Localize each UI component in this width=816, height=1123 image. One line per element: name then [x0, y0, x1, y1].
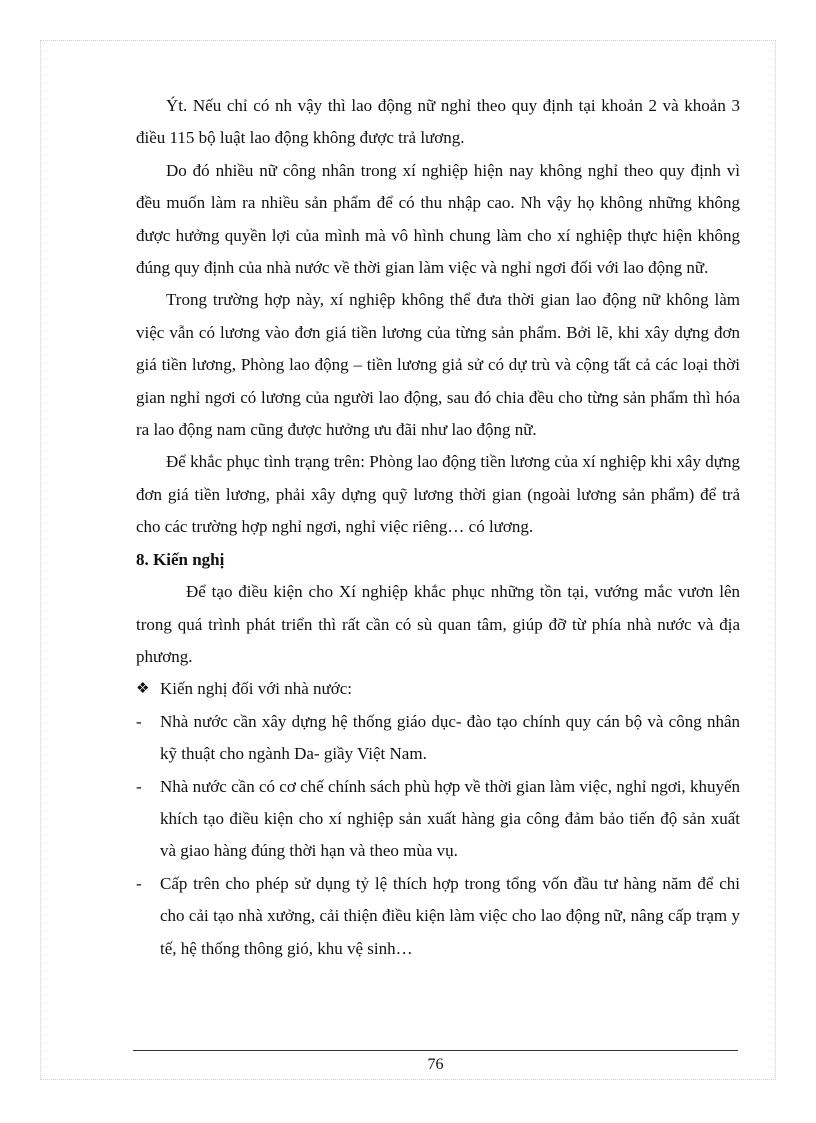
paragraph-1: Ýt. Nếu chỉ có nh vậy thì lao động nữ nghỉ theo quy định tại khoản 2 và khoản 3 điều 115 bộ luật lao động không được trả lương.: [136, 96, 740, 148]
bullet-heading: [136, 673, 740, 705]
list-item: [136, 771, 740, 868]
list-item: [136, 868, 740, 965]
section-heading: 8. Kiến nghị: [136, 549, 225, 569]
dash-bullet: -: [136, 776, 142, 796]
dash-bullet: -: [136, 873, 142, 893]
paragraph-4: Để khắc phục tình trạng trên: Phòng lao động tiền lương của xí nghiệp khi xây dựng đơn giá tiền lương, phải xây dựng quỹ lương thời gian (ngoài lương sản phẩm) để trả cho các trường hợp nghỉ ngơi, nghỉ việc riêng… có lương.: [136, 452, 740, 537]
section-intro: Để tạo điều kiện cho Xí nghiệp khắc phục những tồn tại, vướng mắc vươn lên trong quá trình phát triển thì rất cần có sù quan tâm, giúp đỡ từ phía nhà nước và địa phương.: [136, 582, 740, 666]
list-item-text: Cấp trên cho phép sử dụng tỷ lệ thích hợp trong tổng vốn đầu tư hàng năm để chi cho cải tạo nhà xưởng, cải thiện điều kiện làm việc cho lao động nữ, nâng cấp trạm y tế, hệ thống thông gió, khu vệ sinh…: [160, 873, 740, 958]
bullet-heading-label: Kiến nghị đối với nhà nước:: [160, 679, 352, 699]
dash-bullet: -: [136, 711, 142, 731]
list-item-text: Nhà nước cần có cơ chế chính sách phù hợp về thời gian làm việc, nghỉ ngơi, khuyến khích tạo điều kiện cho xí nghiệp sản xuất hàng gia công đảm bảo tiến độ sản xuất và giao hàng đúng thời hạn và theo mùa vụ.: [160, 776, 740, 861]
list-item: [136, 706, 740, 771]
paragraph-3: Trong trường hợp này, xí nghiệp không thể đưa thời gian lao động nữ không làm việc vẫn có lương vào đơn giá tiền lương của từng sản phẩm. Bởi lẽ, khi xây dựng đơn giá tiền lương, Phòng lao động – tiền lương giả sử có dự trù và cộng tất cả các loại thời gian nghỉ ngơi có lương của người lao động, sau đó chia đều cho từng sản phẩm thì hóa ra lao động nam cũng được hưởng ưu đãi như lao động nữ.: [136, 290, 740, 440]
paragraph-2: Do đó nhiều nữ công nhân trong xí nghiệp hiện nay không nghỉ theo quy định vì đều muốn làm ra nhiều sản phẩm để có thu nhập cao. Nh vậy họ không những không được hưởng quyền lợi của mình mà vô hình chung làm cho xí nghiệp thực hiện không đúng quy định của nhà nước về thời gian làm việc và nghỉ ngơi đối với lao động nữ.: [136, 160, 740, 278]
page-number: 76: [427, 1056, 444, 1073]
list-item-text: Nhà nước cần xây dựng hệ thống giáo dục- đào tạo chính quy cán bộ và công nhân kỹ thuật cho ngành Da- giầy Việt Nam.: [160, 711, 740, 764]
document-body: [136, 90, 740, 965]
footer-divider: [133, 1050, 738, 1051]
diamond-bullet-icon: ❖: [136, 681, 150, 698]
